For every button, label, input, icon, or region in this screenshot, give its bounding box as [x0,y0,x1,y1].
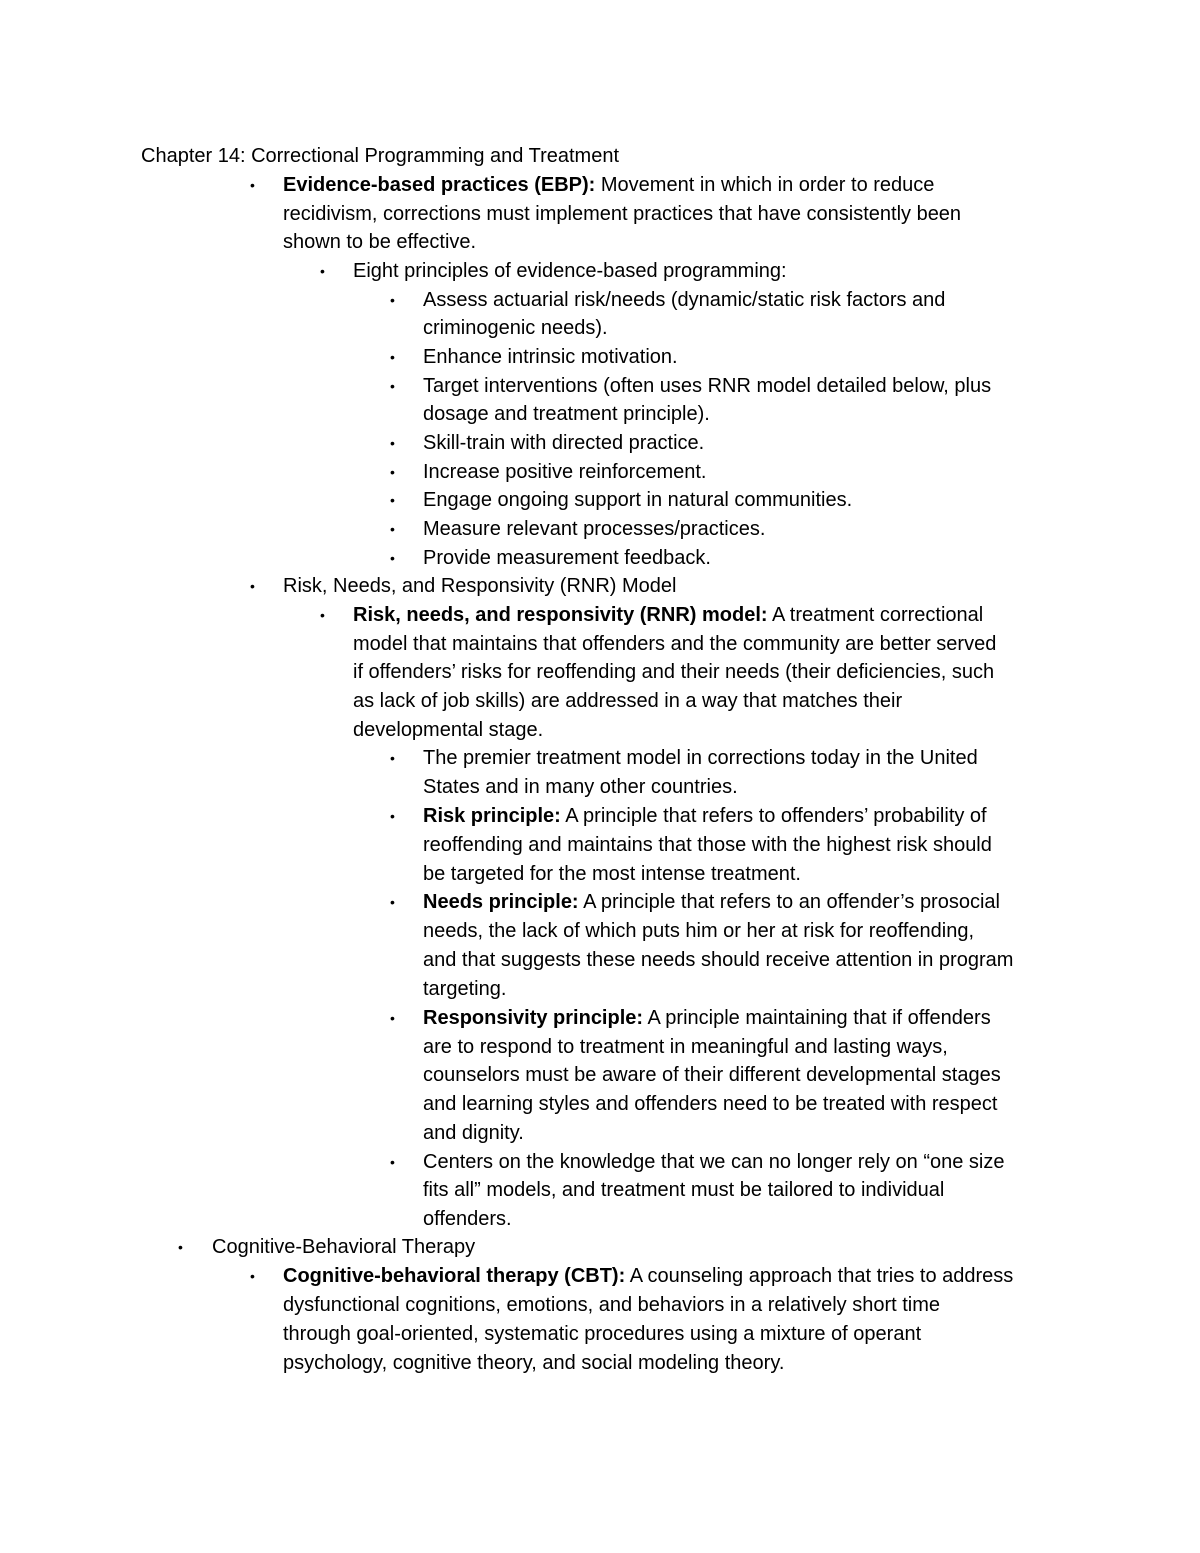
needs-line-2: needs, the lack of which puts him or her at risk for reoffending, [423,920,975,942]
cbt-text-1: A counseling approach that tries to address [625,1265,1014,1287]
principle-7: Measure relevant processes/practices. [423,518,766,540]
bullet: • [390,492,395,508]
principle-4: Skill-train with directed practice. [423,432,705,454]
rnr-line-4: as lack of job skills) are addressed in a way that matches their [353,690,903,712]
rnr-line-3: if offenders’ risks for reoffending and their needs (their deficiencies, such [353,661,995,683]
premier-line-1: The premier treatment model in corrections today in the United [423,747,978,769]
bullet: • [390,521,395,537]
cbt-line-1 [283,1262,1013,1291]
principle-5: Increase positive reinforcement. [423,461,707,483]
resp-text-1: A principle maintaining that if offenders [643,1007,991,1029]
ebp-term: Evidence-based practices (EBP): [283,174,596,196]
cbt-heading: Cognitive-Behavioral Therapy [212,1236,476,1258]
needs-line-4: targeting. [423,978,507,1000]
rnr-line-2: model that maintains that offenders and the community are better served [353,633,997,655]
principle-2: Enhance intrinsic motivation. [423,346,678,368]
risk-term: Risk principle: [423,805,561,827]
resp-term: Responsivity principle: [423,1007,644,1029]
risk-text-1: A principle that refers to offenders’ probability of [560,805,987,827]
bullet: • [390,750,395,766]
principles-heading: Eight principles of evidence-based programming: [353,260,787,282]
principle-8: Provide measurement feedback. [423,547,711,569]
bullet: • [390,894,395,910]
principle-3-line-2: dosage and treatment principle). [423,403,710,425]
cbt-term: Cognitive-behavioral therapy (CBT): [283,1265,626,1287]
ebp-line-2: recidivism, corrections must implement practices that have consistently been [283,203,962,225]
bullet: • [390,349,395,365]
principle-6: Engage ongoing support in natural communities. [423,489,853,511]
needs-term: Needs principle: [423,891,579,913]
bullet: • [390,808,395,824]
risk-line-2: reoffending and maintains that those with the highest risk should [423,834,992,856]
bullet: • [178,1239,183,1255]
principle-1-line-2: criminogenic needs). [423,317,608,339]
rnr-term: Risk, needs, and responsivity (RNR) model: [353,604,768,626]
needs-text-1: A principle that refers to an offender’s prosocial [578,891,1000,913]
rnr-line-1 [353,601,983,630]
resp-line-1 [423,1004,991,1033]
rnr-line-5: developmental stage. [353,719,544,741]
bullet: • [320,607,325,623]
ebp-line-1 [283,171,934,200]
bullet: • [390,435,395,451]
resp-line-2: are to respond to treatment in meaningful and lasting ways, [423,1036,948,1058]
risk-line-3: be targeted for the most intense treatment. [423,863,801,885]
bullet: • [390,1010,395,1026]
resp-line-5: and dignity. [423,1122,524,1144]
bullet: • [250,1268,255,1284]
needs-line-3: and that suggests these needs should receive attention in program [423,949,1014,971]
cbt-line-2: dysfunctional cognitions, emotions, and behaviors in a relatively short time [283,1294,941,1316]
bullet: • [390,550,395,566]
bullet: • [390,1154,395,1170]
bullet: • [390,292,395,308]
resp-line-3: counselors must be aware of their different developmental stages [423,1064,1001,1086]
ebp-text-1: Movement in which in order to reduce [595,174,935,196]
rnr-heading: Risk, Needs, and Responsivity (RNR) Model [283,575,677,597]
ebp-line-3: shown to be effective. [283,231,477,253]
principle-3-line-1: Target interventions (often uses RNR model detailed below, plus [423,375,992,397]
bullet: • [320,263,325,279]
centers-line-1: Centers on the knowledge that we can no longer rely on “one size [423,1151,1005,1173]
bullet: • [250,177,255,193]
bullet: • [390,378,395,394]
principle-1-line-1: Assess actuarial risk/needs (dynamic/static risk factors and [423,289,946,311]
needs-line-1 [423,888,1000,917]
centers-line-2: fits all” models, and treatment must be tailored to individual [423,1179,945,1201]
risk-line-1 [423,802,987,831]
premier-line-2: States and in many other countries. [423,776,738,798]
bullet: • [250,578,255,594]
cbt-line-4: psychology, cognitive theory, and social modeling theory. [283,1352,785,1374]
centers-line-3: offenders. [423,1208,512,1230]
page-title: Chapter 14: Correctional Programming and Treatment [141,145,620,167]
bullet: • [390,464,395,480]
rnr-text-1: A treatment correctional [767,604,984,626]
resp-line-4: and learning styles and offenders need to be treated with respect [423,1093,998,1115]
cbt-line-3: through goal-oriented, systematic procedures using a mixture of operant [283,1323,922,1345]
